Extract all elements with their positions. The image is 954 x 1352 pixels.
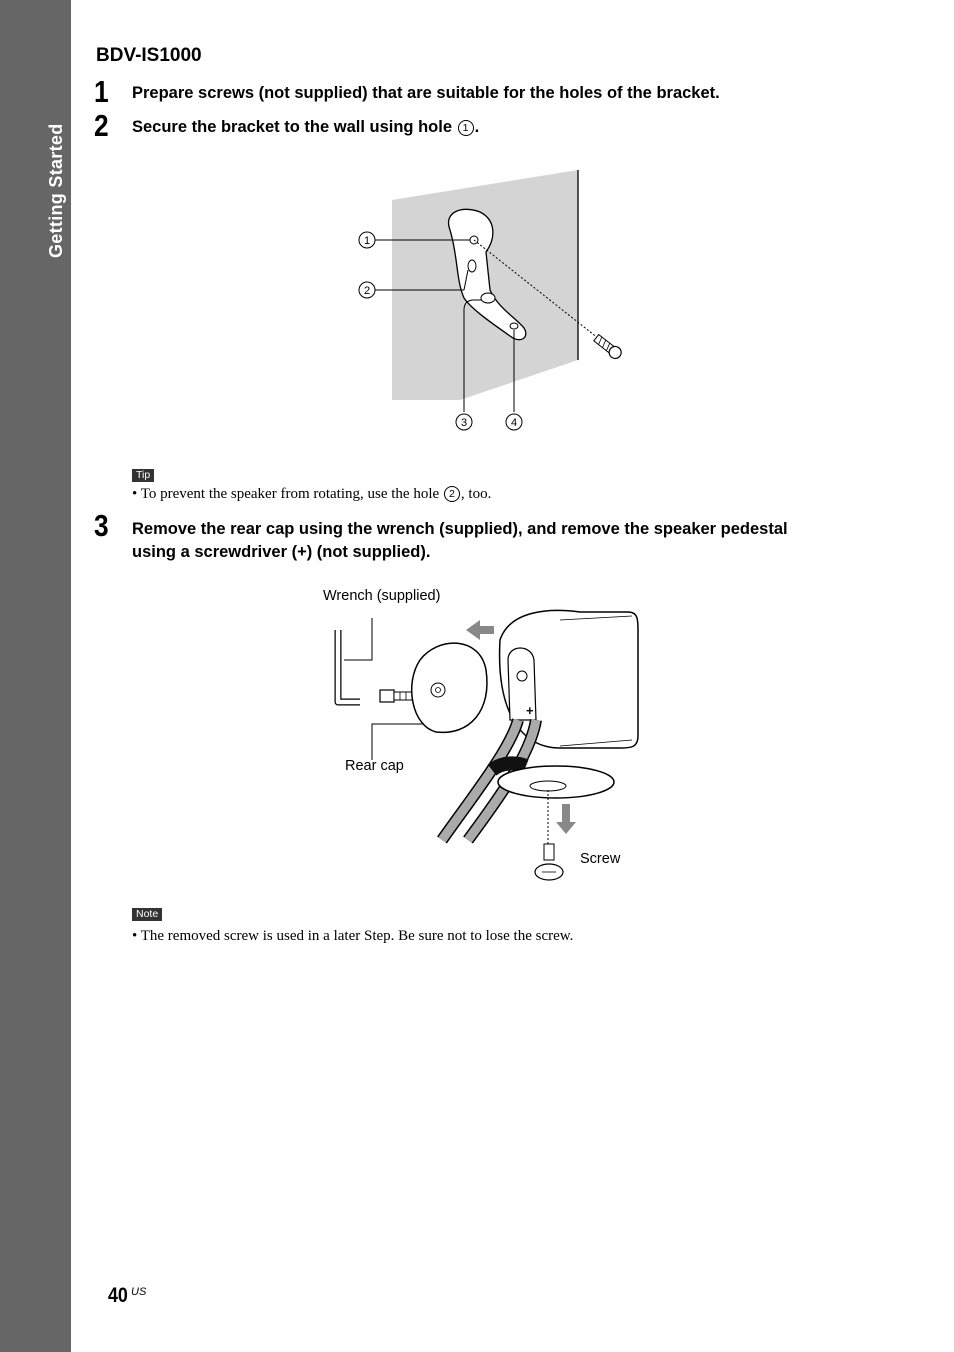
wall-screw — [593, 333, 624, 361]
step-2-number: 2 — [94, 108, 109, 143]
tip-badge: Tip — [132, 469, 154, 482]
bracket-hole-2 — [468, 260, 476, 272]
page-suffix: US — [131, 1286, 147, 1298]
screw-label: Screw — [580, 851, 621, 867]
callout-3: 3 — [460, 417, 468, 429]
section-label: Getting Started — [46, 123, 66, 258]
rear-cap-icon — [412, 643, 487, 732]
pedestal-screw-icon — [544, 844, 554, 860]
callout-4: 4 — [510, 417, 518, 429]
callout-1: 1 — [363, 235, 371, 247]
callout-2: 2 — [363, 285, 371, 297]
step-3-number: 3 — [94, 508, 109, 543]
cap-bolt-icon — [380, 690, 394, 702]
wrench-label: Wrench (supplied) — [323, 588, 441, 604]
step-2-text — [132, 115, 892, 139]
bracket-hole-3 — [481, 293, 495, 303]
hole-ref-2: 2 — [444, 486, 460, 502]
step-1-number: 1 — [94, 74, 109, 109]
tip-text-before: • To prevent the speaker from rotating, use the hole — [132, 486, 440, 502]
arrow-left-icon — [466, 620, 494, 640]
wrench-icon — [338, 630, 360, 702]
arrow-down-icon — [556, 804, 576, 834]
step-2-text-before: Secure the bracket to the wall using hole — [132, 118, 452, 136]
tip-text-after: , too. — [460, 486, 492, 502]
rear-cap-callout-line — [372, 724, 424, 760]
step-3-line-1: Remove the rear cap using the wrench (supplied), and remove the speaker pedestal — [132, 520, 788, 538]
rear-cap-label: Rear cap — [345, 758, 404, 774]
step-2-text-after: . — [474, 118, 480, 136]
bracket-wall-illustration — [340, 160, 650, 445]
step-1-text: Prepare screws (not supplied) that are suitable for the holes of the bracket. — [132, 84, 720, 102]
step-3-line-2: using a screwdriver (+) (not supplied). — [132, 543, 431, 561]
speaker-cap-illustration — [320, 600, 660, 890]
plus-mark-icon: + — [526, 703, 534, 718]
note-text: • The removed screw is used in a later Step. Be sure not to lose the screw. — [132, 928, 574, 944]
note-badge: Note — [132, 908, 162, 921]
wrench-callout-line — [344, 618, 372, 660]
tip-text — [132, 484, 491, 504]
bracket-hole-4 — [510, 323, 518, 329]
model-heading: BDV-IS1000 — [96, 45, 202, 66]
hole-ref-1: 1 — [458, 120, 474, 136]
page-number: 40 — [108, 1284, 128, 1307]
